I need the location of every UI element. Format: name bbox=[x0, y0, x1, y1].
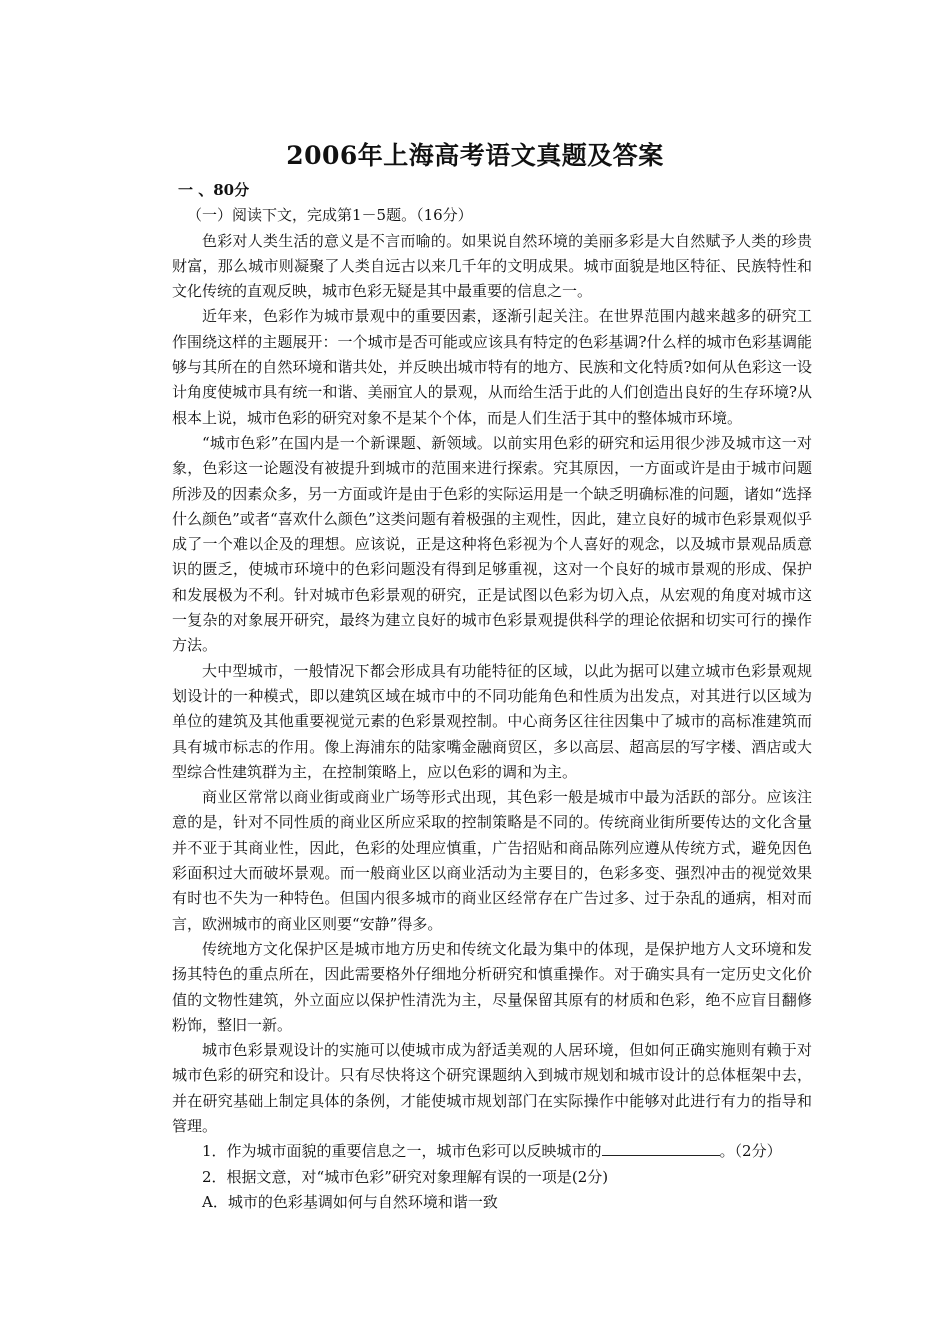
answer-blank bbox=[602, 1141, 720, 1156]
subsection-heading: （一）阅读下文，完成第1－5题。（16分） bbox=[187, 206, 473, 225]
section-heading: 一 、80分 bbox=[178, 181, 250, 199]
paragraph: 传统地方文化保护区是城市地方历史和传统文化最为集中的体现，是保护地方人文环境和发扬其特色的重点所在，因此需要格外仔细地分析研究和慎重操作。对于确实具有一定历史文化价值的文物性建筑，外立面应以保护性清洗为主，尽量保留其原有的材质和色彩，绝不应盲目翻修粉饰，整旧一新。 bbox=[172, 939, 812, 1034]
paragraph: 商业区常常以商业街或商业广场等形式出现，其色彩一般是城市中最为活跃的部分。应该注意的是，针对不同性质的商业区所应采取的控制策略是不同的。传统商业街所要传达的文化含量并不亚于其商业性，因此，色彩的处理应慎重，广告招贴和商品陈列应遵从传统方式，避免因色彩面积过大而破坏景观。而一般商业区以商业活动为主要目的，色彩多变、强烈冲击的视觉效果有时也不失为一种特色。但国内很多城市的商业区经常存在广告过多、过于杂乱的通病，相对而言，欧洲城市的商业区则要“安静”得多。 bbox=[172, 788, 812, 933]
paragraph: “城市色彩”在国内是一个新课题、新领域。以前实用色彩的研究和运用很少涉及城市这一对象，色彩这一论题没有被提升到城市的范围来进行探索。究其原因，一方面或许是由于城市问题所涉及的因素众多，另一方面或许是由于色彩的实际运用是一个缺乏明确标准的问题，诸如“选择什么颜色”或者“喜欢什么颜色”这类问题有着极强的主观性，因此，建立良好的城市色彩景观似乎成了一个难以企及的理想。应该说，正是这种将色彩视为个人喜好的观念，以及城市景观品质意识的匮乏，使城市环境中的色彩问题没有得到足够重视，这对一个良好的城市景观的形成、保护和发展极为不利。针对城市色彩景观的研究，正是试图以色彩为切入点，从宏观的角度对城市这一复杂的对象展开研究，最终为建立良好的城市色彩景观提供科学的理论依据和切实可行的操作方法。 bbox=[172, 433, 812, 655]
option-a: A．城市的色彩基调如何与自然环境和谐一致 bbox=[202, 1192, 498, 1211]
question-1-prefix: 1．作为城市面貌的重要信息之一，城市色彩可以反映城市的 bbox=[202, 1142, 602, 1161]
paragraph: 城市色彩景观设计的实施可以使城市成为舒适美观的人居环境，但如何正确实施则有赖于对城市色彩的研究和设计。只有尽快将这个研究课题纳入到城市规划和城市设计的总体框架中去，并在研究基础上制定具体的条例，才能使城市规划部门在实际操作中能够对此进行有力的指导和管理。 bbox=[172, 1041, 812, 1135]
paragraph: 近年来，色彩作为城市景观中的重要因素，逐渐引起关注。在世界范围内越来越多的研究工作围绕这样的主题展开：一个城市是否可能或应该具有特定的色彩基调?什么样的城市色彩基调能够与其所在的自然环境和谐共处，并反映出城市特有的地方、民族和文化特质?如何从色彩这一设计角度使城市具有统一和谐、美丽宜人的景观，从而给生活于此的人们创造出良好的生存环境?从根本上说，城市色彩的研究对象不是某个个体，而是人们生活于其中的整体城市环境。 bbox=[172, 307, 812, 427]
document-title: 2006年上海高考语文真题及答案 bbox=[286, 141, 664, 170]
paragraph: 色彩对人类生活的意义是不言而喻的。如果说自然环境的美丽多彩是大自然赋予人类的珍贵财富，那么城市则凝聚了人类自远古以来几千年的文明成果。城市面貌是地区特征、民族特性和文化传统的直观反映，城市色彩无疑是其中最重要的信息之一。 bbox=[172, 231, 812, 301]
question-2: 2．根据文意，对“城市色彩”研究对象理解有误的一项是(2分) bbox=[202, 1167, 609, 1186]
paragraph: 大中型城市，一般情况下都会形成具有功能特征的区域，以此为据可以建立城市色彩景观规划设计的一种模式，即以建筑区域在城市中的不同功能角色和性质为出发点，对其进行以区域为单位的建筑及其他重要视觉元素的色彩景观控制。中心商务区往往因集中了城市的高标准建筑而具有城市标志的作用。像上海浦东的陆家嘴金融商贸区，多以高层、超高层的写字楼、酒店或大型综合性建筑群为主，在控制策略上，应以色彩的调和为主。 bbox=[172, 661, 812, 781]
question-1 bbox=[172, 1139, 812, 1164]
question-1-suffix: 。（2分） bbox=[719, 1142, 782, 1161]
document-body bbox=[172, 178, 812, 1215]
